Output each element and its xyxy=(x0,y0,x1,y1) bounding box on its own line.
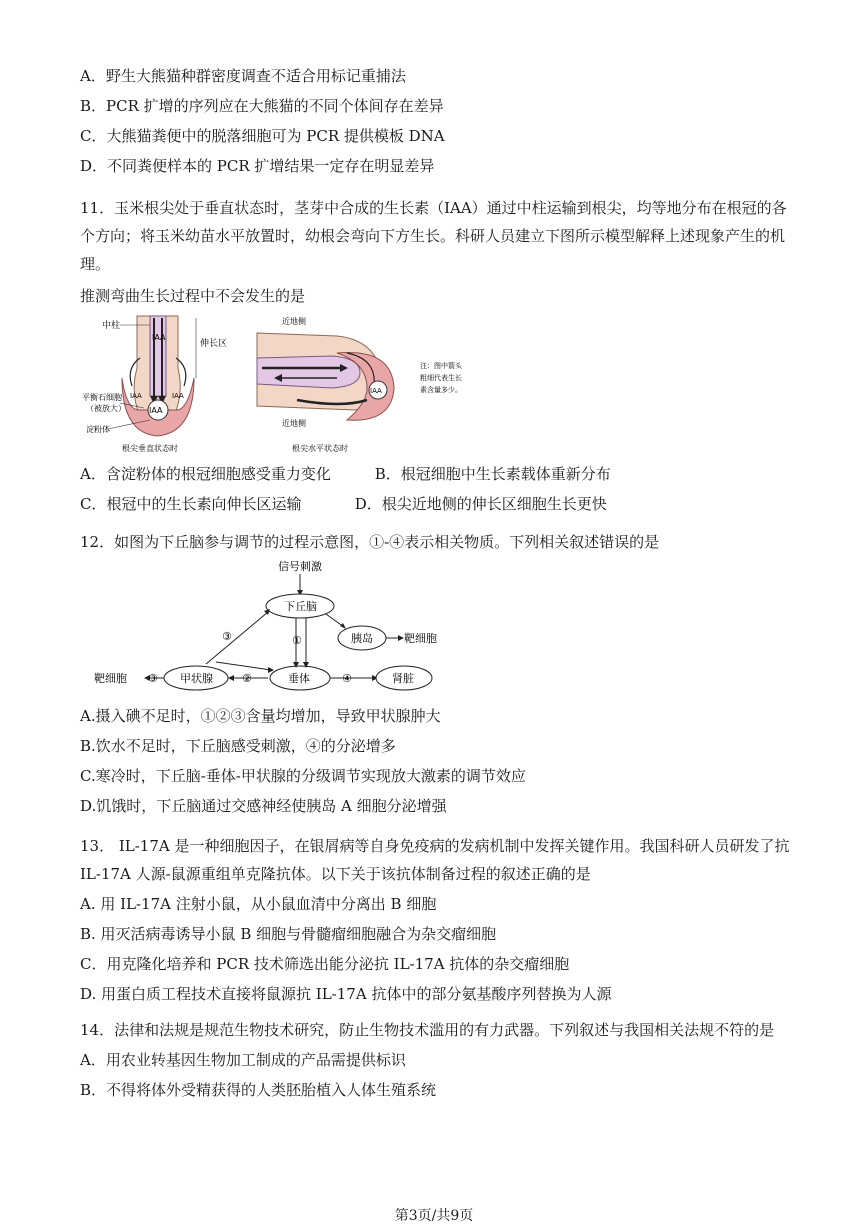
q12-option-b: B.饮水不足时，下丘脑感受刺激，④的分泌增多 xyxy=(80,737,396,755)
note-line1: 注：图中箭头 xyxy=(420,362,462,370)
q12-option-a: A.摄入碘不足时，①②③含量均增加，导致甲状腺肿大 xyxy=(80,707,441,725)
label-pinghengshi: 平衡石细胞 xyxy=(82,393,122,402)
num4-label: ④ xyxy=(342,672,352,685)
thyroid-node: 甲状腺 xyxy=(180,672,213,685)
q11-prompt: 推测弯曲生长过程中不会发生的是 xyxy=(80,287,306,305)
q11-option-d: D．根尖近地侧的伸长区细胞生长更快 xyxy=(354,495,607,513)
q10-option-d: D．不同粪便样本的 PCR 扩增结果一定存在明显差异 xyxy=(80,157,435,175)
iaa-label-center: IAA xyxy=(149,406,163,415)
page-footer: 第3页/共9页 xyxy=(394,1208,474,1224)
q11-options-row1 xyxy=(80,464,611,484)
q14-option-a: A．用农业转基因生物加工制成的产品需提供标识 xyxy=(80,1051,406,1069)
label-jindice-bottom: 近地侧 xyxy=(282,419,306,428)
iaa-label-top: IAA xyxy=(152,333,166,342)
caption-vertical: 根尖垂直状态时 xyxy=(122,444,178,453)
q14-option-b: B．不得将体外受精获得的人类胚胎植入人体生殖系统 xyxy=(80,1081,437,1099)
caption-horizontal: 根尖水平状态时 xyxy=(292,444,348,453)
label-shenchangqu: 伸长区 xyxy=(200,339,228,349)
iaa-label-left: IAA xyxy=(130,392,142,400)
q14-stem: 14．法律和法规是规范生物技术研究，防止生物技术滥用的有力武器。下列叙述与我国相关法规不符的是 xyxy=(80,1021,775,1039)
q11-options-row2 xyxy=(80,494,607,514)
note-line2: 粗细代表生长 xyxy=(420,374,462,382)
q12-option-c: C.寒冷时，下丘脑-垂体-甲状腺的分级调节实现放大激素的调节效应 xyxy=(80,767,526,785)
label-beifangda: （被放大） xyxy=(86,404,126,413)
q13-option-d: D. 用蛋白质工程技术直接将鼠源抗 IL-17A 抗体中的部分氨基酸序列替换为人源 xyxy=(80,985,612,1003)
label-zhongzhu: 中柱 xyxy=(102,321,121,331)
hypothalamus-node: 下丘脑 xyxy=(284,600,317,613)
num2-label: ② xyxy=(242,672,252,685)
q12-option-d: D.饥饿时，下丘脑通过交感神经使胰岛 A 细胞分泌增强 xyxy=(80,797,447,815)
target1-label: 靶细胞 xyxy=(404,632,437,645)
label-jindice-top: 近地侧 xyxy=(282,317,306,326)
q11-stem: 11．玉米根尖处于垂直状态时，茎芽中合成的生长素（IAA）通过中柱运输到根尖，均等地分布在根冠的各个方向；将玉米幼苗水平放置时，幼根会弯向下方生长。科研人员建立下图所示模型解释上述现象产生的机理。 xyxy=(80,199,787,273)
iaa-label-horizontal: IAA xyxy=(370,387,382,395)
q12-stem: 12．如图为下丘脑参与调节的过程示意图，①-④表示相关物质。下列相关叙述错误的是 xyxy=(80,533,660,551)
q13-stem: 13． IL-17A 是一种细胞因子，在银屑病等自身免疫病的发病机制中发挥关键作用。我国科研人员研发了抗 IL-17A 人源-鼠源重组单克隆抗体。以下关于该抗体制备过程的叙述正确的是 xyxy=(80,837,790,883)
q11-root-figure xyxy=(82,308,502,458)
iaa-label-right: IAA xyxy=(172,392,184,400)
islet-node: 胰岛 xyxy=(351,632,373,645)
q13-option-a: A. 用 IL-17A 注射小鼠，从小鼠血清中分离出 B 细胞 xyxy=(80,895,437,913)
num3-label-a: ③ xyxy=(222,630,232,643)
label-dianfenti: 淀粉体 xyxy=(86,425,110,434)
q11-option-c: C．根冠中的生长素向伸长区运输 xyxy=(80,495,302,513)
num1-label: ① xyxy=(292,634,302,647)
kidney-node: 肾脏 xyxy=(392,672,414,685)
q10-option-b: B．PCR 扩增的序列应在大熊猫的不同个体间存在差异 xyxy=(80,97,444,115)
signal-label: 信号刺激 xyxy=(278,560,322,573)
q13-option-c: C．用克隆化培养和 PCR 技术筛选出能分泌抗 IL-17A 抗体的杂交瘤细胞 xyxy=(80,955,570,973)
pituitary-node: 垂体 xyxy=(288,672,310,685)
q11-option-b: B．根冠细胞中生长素载体重新分布 xyxy=(374,465,611,483)
target2-label: 靶细胞 xyxy=(94,672,127,685)
q11-option-a: A．含淀粉体的根冠细胞感受重力变化 xyxy=(80,465,331,483)
q12-hypothalamus-diagram xyxy=(86,558,466,698)
q10-option-c: C．大熊猫粪便中的脱落细胞可为 PCR 提供模板 DNA xyxy=(80,127,445,145)
q13-option-b: B. 用灭活病毒诱导小鼠 B 细胞与骨髓瘤细胞融合为杂交瘤细胞 xyxy=(80,925,497,943)
note-line3: 素含量多少。 xyxy=(420,386,462,394)
q10-option-a: A．野生大熊猫种群密度调查不适合用标记重捕法 xyxy=(80,67,406,85)
num3-label-b: ③ xyxy=(148,672,158,685)
